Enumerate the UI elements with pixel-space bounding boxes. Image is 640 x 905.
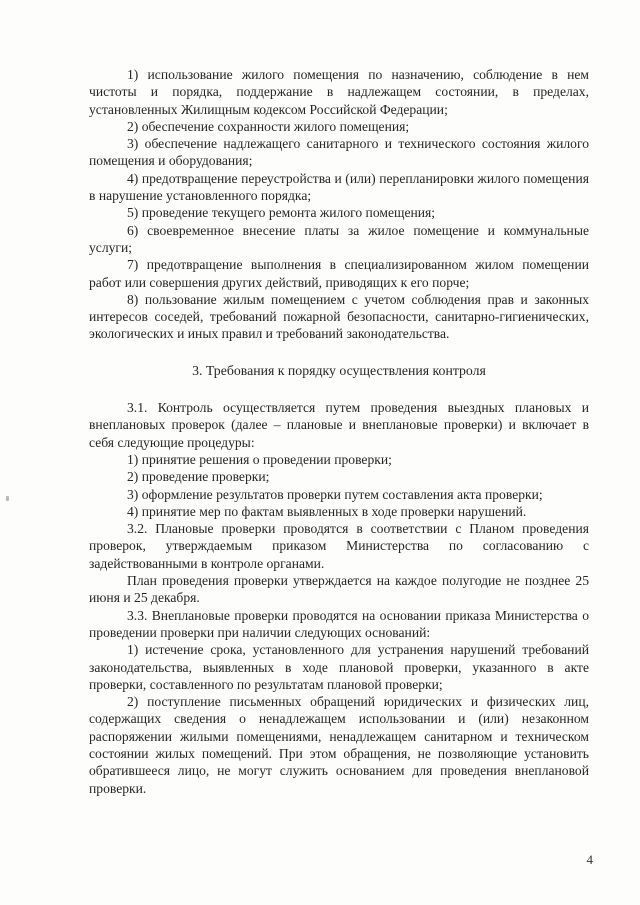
procedure-item-4: 4) принятие мер по фактам выявленных в ходе проверки нарушений. bbox=[127, 503, 527, 519]
procedure-item-3: 3) оформление результатов проверки путем составления акта проверки; bbox=[127, 486, 543, 502]
procedure-item-1: 1) принятие решения о проведении проверки; bbox=[127, 451, 392, 467]
paragraph-3-2: 3.2. Плановые проверки проводятся в соответствии с Планом проведения проверок, утверждаемым приказом Министерства по согласованию с задействованными в контроле органами. bbox=[89, 521, 589, 571]
list-item-8: 8) пользование жилым помещением с учетом соблюдения прав и законных интересов соседей, требований пожарной безопасности, санитарно-гигиенических, экологических и иных правил и требований законодательства. bbox=[89, 291, 589, 342]
paragraph-3-3: 3.3. Внеплановые проверки проводятся на основании приказа Министерства о проведении проверки при наличии следующих оснований: bbox=[89, 607, 589, 640]
list-item-7: 7) предотвращение выполнения в специализированном жилом помещении работ или совершения других действий, приводящих к его порче; bbox=[89, 257, 589, 290]
scan-artifact-mark bbox=[6, 496, 9, 501]
list-item-6: 6) своевременное внесение платы за жилое помещение и коммунальные услуги; bbox=[89, 222, 589, 255]
list-item-3: 3) обеспечение надлежащего санитарного и технического состояния жилого помещения и оборудования; bbox=[89, 136, 589, 169]
list-item-2: 2) обеспечение сохранности жилого помещения; bbox=[127, 118, 410, 134]
list-item-4: 4) предотвращение переустройства и (или) перепланировки жилого помещения в нарушение установленного порядка; bbox=[89, 170, 589, 204]
plan-approval-paragraph: План проведения проверки утверждается на каждое полугодие не позднее 25 июня и 25 декабря. bbox=[89, 573, 589, 606]
page-number: 4 bbox=[586, 852, 593, 867]
paragraph-3-1: 3.1. Контроль осуществляется путем проведения выездных плановых и внеплановых проверок (далее – плановые и внеплановые проверки) и включает в себя следующие процедуры: bbox=[89, 400, 589, 450]
procedure-item-2: 2) проведение проверки; bbox=[127, 469, 270, 485]
ground-item-2: 2) поступление письменных обращений юридических и физических лиц, содержащих сведения о ненадлежащем использовании и (или) незаконном распоряжении жилыми помещениями, ненадлежащем санитарном и техническом состоянии жилых помещений. При этом обращения, не позволяющие установить обратившееся лицо, не могут служить основанием для проведения внеплановой проверки. bbox=[89, 694, 589, 796]
document-body bbox=[89, 66, 589, 797]
list-item-1: 1) использование жилого помещения по назначению, соблюдение в нем чистоты и порядка, поддержание в надлежащем состоянии, в пределах, установленных Жилищным кодексом Российской Федерации; bbox=[89, 67, 589, 117]
section-heading: 3. Требования к порядку осуществления контроля bbox=[192, 362, 486, 378]
ground-item-1: 1) истечение срока, установленного для устранения нарушений требований законодательства, выявленных в ходе плановой проверки, указанного в акте проверки, составленного по результатам плановой проверки; bbox=[89, 642, 589, 692]
list-item-5: 5) проведение текущего ремонта жилого помещения; bbox=[127, 205, 436, 221]
